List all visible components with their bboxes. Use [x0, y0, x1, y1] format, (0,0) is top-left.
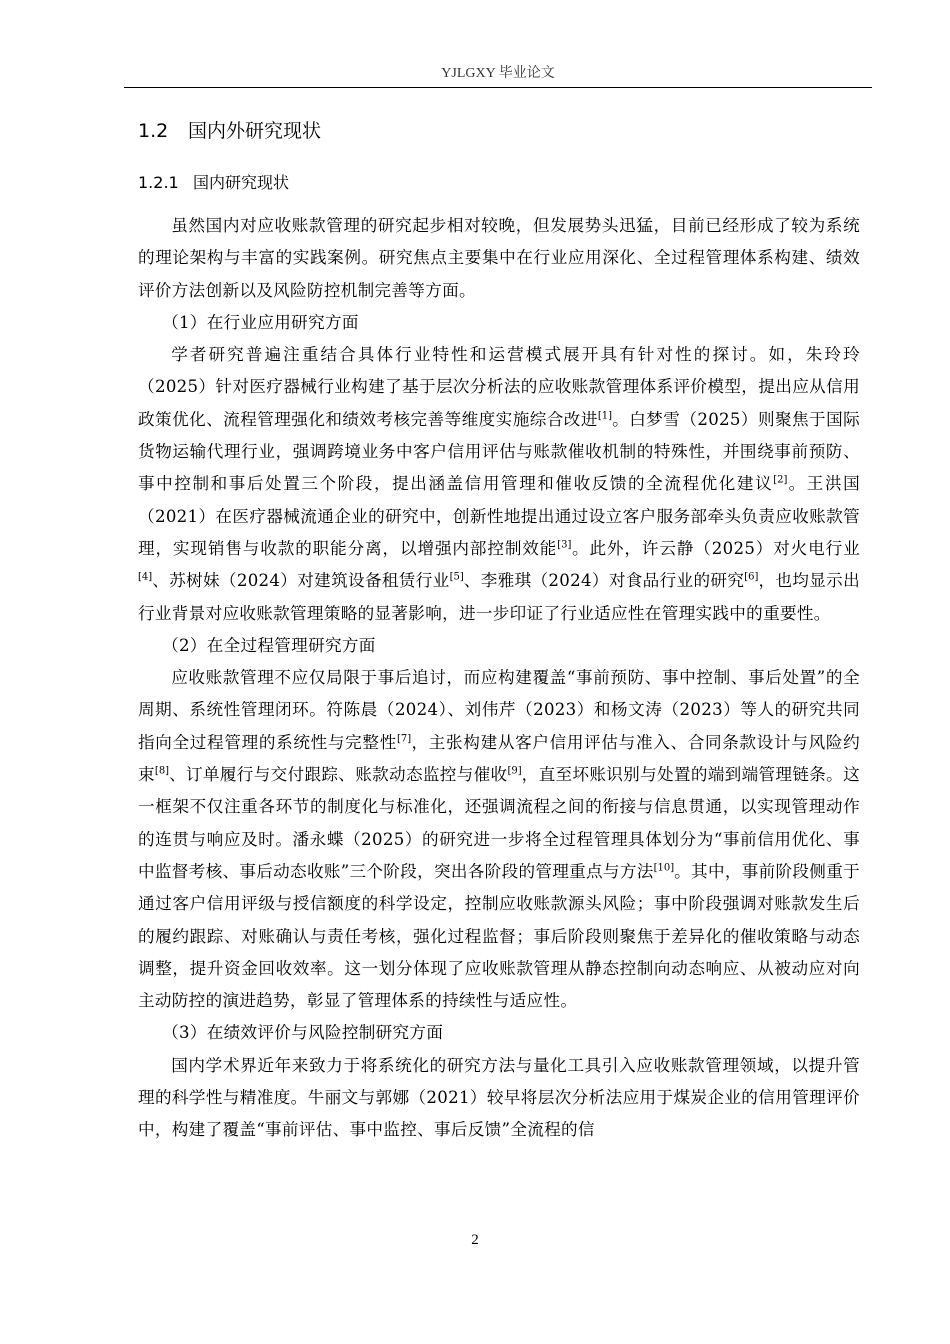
citation: [2] [773, 474, 788, 486]
citation: [5] [449, 571, 464, 583]
subsection-title: 国内研究现状 [193, 173, 290, 192]
section-title: 国内外研究现状 [188, 120, 322, 142]
citation: [8] [154, 765, 170, 777]
subsection-number: 1.2.1 [138, 173, 179, 192]
citation: [1] [597, 410, 613, 422]
citation: [10] [653, 862, 675, 874]
paragraph-process: 应收账款管理不应仅局限于事后追讨，而应构建覆盖“事前预防、事中控制、事后处置”的全周期、系统性管理闭环。符陈晨（2024）、刘伟芹（2023）和杨文涛（2023）等人的研究共同指向全过程管理的系统性与完整性[7]，主张构建从客户信用评估与准入、合同条款设计与风险约束[8]、订单履行与交付跟踪、账款动态监控与催收[9]，直至坏账识别与处置的端到端管理链条。这一框架不仅注重各环节的制度化与标准化，还强调流程之间的衔接与信息贯通，以实现管理动作的连贯与响应及时。潘永蝶（2025）的研究进一步将全过程管理具体划分为“事前信用优化、事中监督考核、事后动态收账”三个阶段，突出各阶段的管理重点与方法[10]。其中，事前阶段侧重于通过客户信用评级与授信额度的科学设定，控制应收账款源头风险；事中阶段强调对账款发生后的履约跟踪、对账确认与责任考核，强化过程监督；事后阶段则聚焦于差异化的催收策略与动态调整，提升资金回收效率。这一划分体现了应收账款管理从静态控制向动态响应、从被动应对向主动防控的演进趋势，彰显了管理体系的持续性与适应性。 [138, 668, 860, 1011]
section-number: 1.2 [138, 120, 169, 142]
subheading-evaluation: （3）在绩效评价与风险控制研究方面 [162, 1023, 444, 1043]
page-header: YJLGXY 毕业论文 [441, 66, 555, 81]
paragraph-intro: 虽然国内对应收账款管理的研究起步相对较晚，但发展势头迅猛，目前已经形成了较为系统的理论架构与丰富的实践案例。研究焦点主要集中在行业应用深化、全过程管理体系构建、绩效评价方法创新以及风险防控机制完善等方面。 [138, 216, 860, 300]
body-text [138, 210, 860, 1147]
citation: [6] [744, 571, 759, 583]
citation: [4] [138, 571, 153, 583]
citation: [3] [557, 539, 572, 551]
subheading-process: （2）在全过程管理研究方面 [162, 635, 376, 655]
paragraph-industry: 学者研究普遍注重结合具体行业特性和运营模式展开具有针对性的探讨。如，朱玲玲（2025）针对医疗器械行业构建了基于层次分析法的应收账款管理体系评价模型，提出应从信用政策优化、流程管理强化和绩效考核完善等维度实施综合改进[1]。白梦雪（2025）则聚焦于国际货物运输代理行业，强调跨境业务中客户信用评估与账款催收机制的特殊性，并围绕事前预防、事中控制和事后处置三个阶段，提出涵盖信用管理和催收反馈的全流程优化建议[2]。王洪国（2021）在医疗器械流通企业的研究中，创新性地提出通过设立客户服务部牵头负责应收账款管理，实现销售与收款的职能分离，以增强内部控制效能[3]。此外，许云静（2025）对火电行业[4]、苏树妹（2024）对建筑设备租赁行业[5]、李雅琪（2024）对食品行业的研究[6]，也均显示出行业背景对应收账款管理策略的显著影响，进一步印证了行业适应性在管理实践中的重要性。 [138, 345, 861, 623]
citation: [9] [507, 765, 522, 777]
header-divider [124, 87, 872, 88]
section-heading [138, 116, 321, 143]
subsection-heading [138, 170, 289, 193]
citation: [7] [396, 733, 412, 745]
subheading-industry: （1）在行业应用研究方面 [162, 312, 359, 332]
page-number: 2 [471, 1232, 479, 1248]
paragraph-evaluation: 国内学术界近年来致力于将系统化的研究方法与量化工具引入应收账款管理领域，以提升管理的科学性与精准度。牛丽文与郭娜（2021）较早将层次分析法应用于煤炭企业的信用管理评价中，构建了覆盖“事前评估、事中监控、事后反馈”全流程的信 [138, 1055, 860, 1140]
